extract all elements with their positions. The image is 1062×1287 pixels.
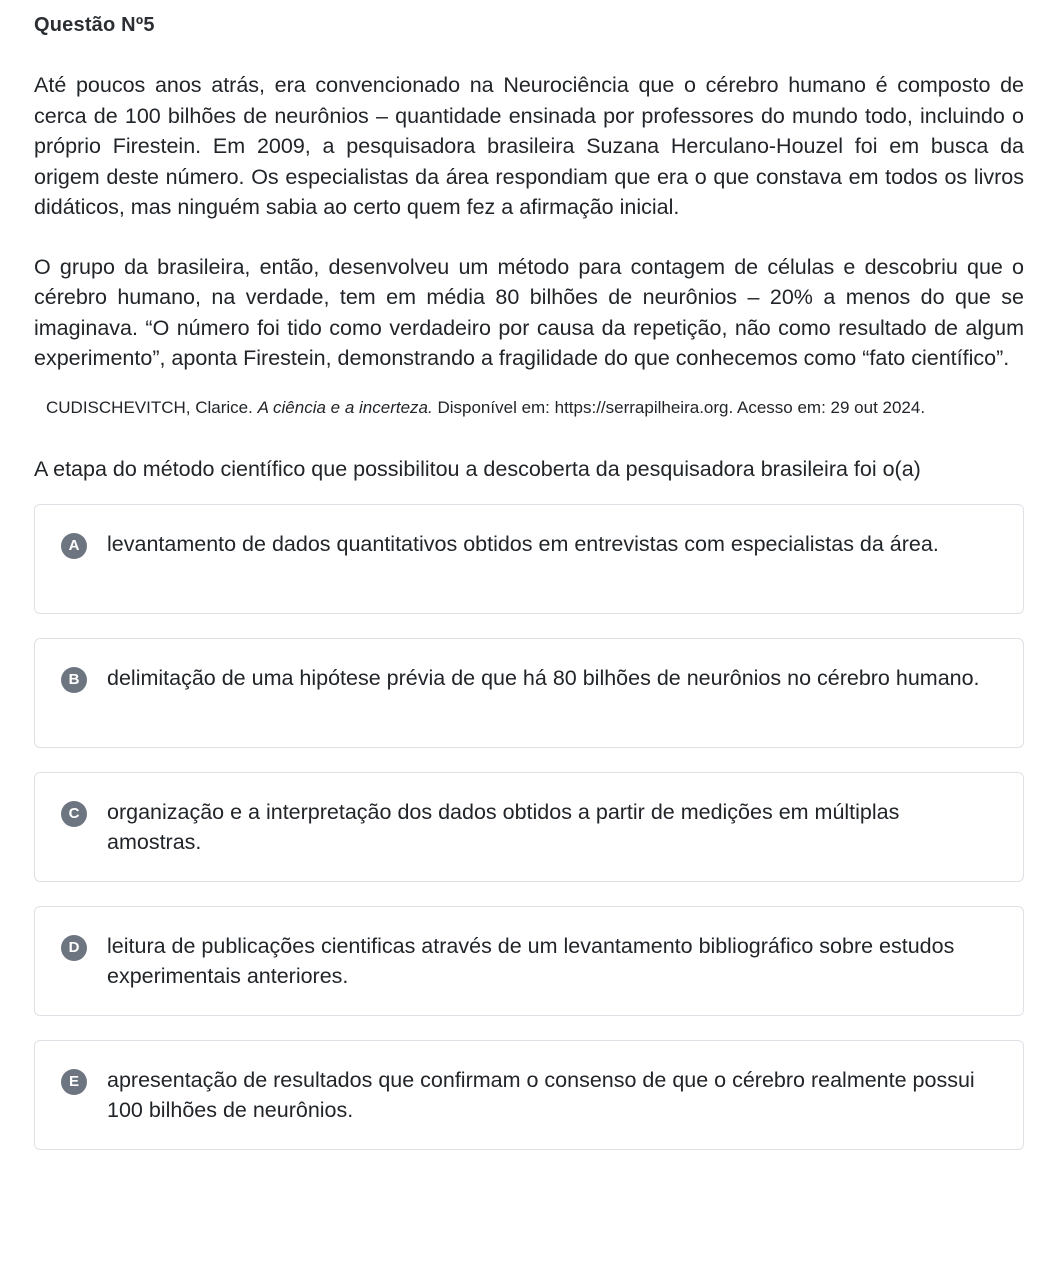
support-paragraph-1: Até poucos anos atrás, era convencionado na Neurociência que o cérebro humano é composto de cerca de 100 bilhões de neurônios – quantidade ensinada por professores do mundo todo, incluindo o próprio Firestein. Em 2009, a pesquisadora brasileira Suzana Herculano-Houzel foi em busca da origem deste número. Os especialistas da área respondiam que era o que constava em todos os livros didáticos, mas ninguém sabia ao certo quem fez a afirmação inicial. — [34, 73, 1024, 219]
question-title: Questão Nº5 — [34, 14, 155, 36]
option-c[interactable] — [34, 772, 1024, 882]
option-d[interactable] — [34, 906, 1024, 1016]
support-paragraph-2: O grupo da brasileira, então, desenvolveu um método para contagem de células e descobriu que o cérebro humano, na verdade, tem em média 80 bilhões de neurônios – 20% a menos do que se imaginava. “O número foi tido como verdadeiro por causa da repetição, não como resultado de algum experimento”, aponta Firestein, demonstrando a fragilidade do que conhecemos como “fato científico”. — [34, 254, 1024, 370]
support-text — [34, 70, 1024, 374]
option-e-letter-badge: E — [61, 1069, 87, 1095]
option-b[interactable] — [34, 638, 1024, 748]
question-command: A etapa do método científico que possibilitou a descoberta da pesquisadora brasileira foi o(a) — [34, 456, 921, 481]
option-d-letter-badge: D — [61, 935, 87, 961]
option-a-letter-badge: A — [61, 533, 87, 559]
citation-author: CUDISCHEVITCH, Clarice. — [46, 397, 253, 417]
option-e[interactable] — [34, 1040, 1024, 1150]
citation-title: A ciência e a incerteza. — [257, 397, 433, 417]
option-c-text: organização e a interpretação dos dados obtidos a partir de medições em múltiplas amostras. — [107, 799, 900, 854]
option-a-text: levantamento de dados quantitativos obtidos em entrevistas com especialistas da área. — [107, 531, 939, 556]
option-e-text: apresentação de resultados que confirmam o consenso de que o cérebro realmente possui 100 bilhões de neurônios. — [107, 1067, 975, 1122]
option-b-letter-badge: B — [61, 667, 87, 693]
answer-options — [34, 504, 1024, 1150]
option-b-text: delimitação de uma hipótese prévia de que há 80 bilhões de neurônios no cérebro humano. — [107, 665, 980, 690]
citation-source: Disponível em: https://serrapilheira.org. Acesso em: 29 out 2024. — [437, 397, 926, 417]
question-container — [34, 0, 1024, 1174]
option-a[interactable] — [34, 504, 1024, 614]
option-c-letter-badge: C — [61, 801, 87, 827]
option-d-text: leitura de publicações cientificas através de um levantamento bibliográfico sobre estudos experimentais anteriores. — [107, 933, 955, 988]
citation — [46, 396, 1024, 420]
